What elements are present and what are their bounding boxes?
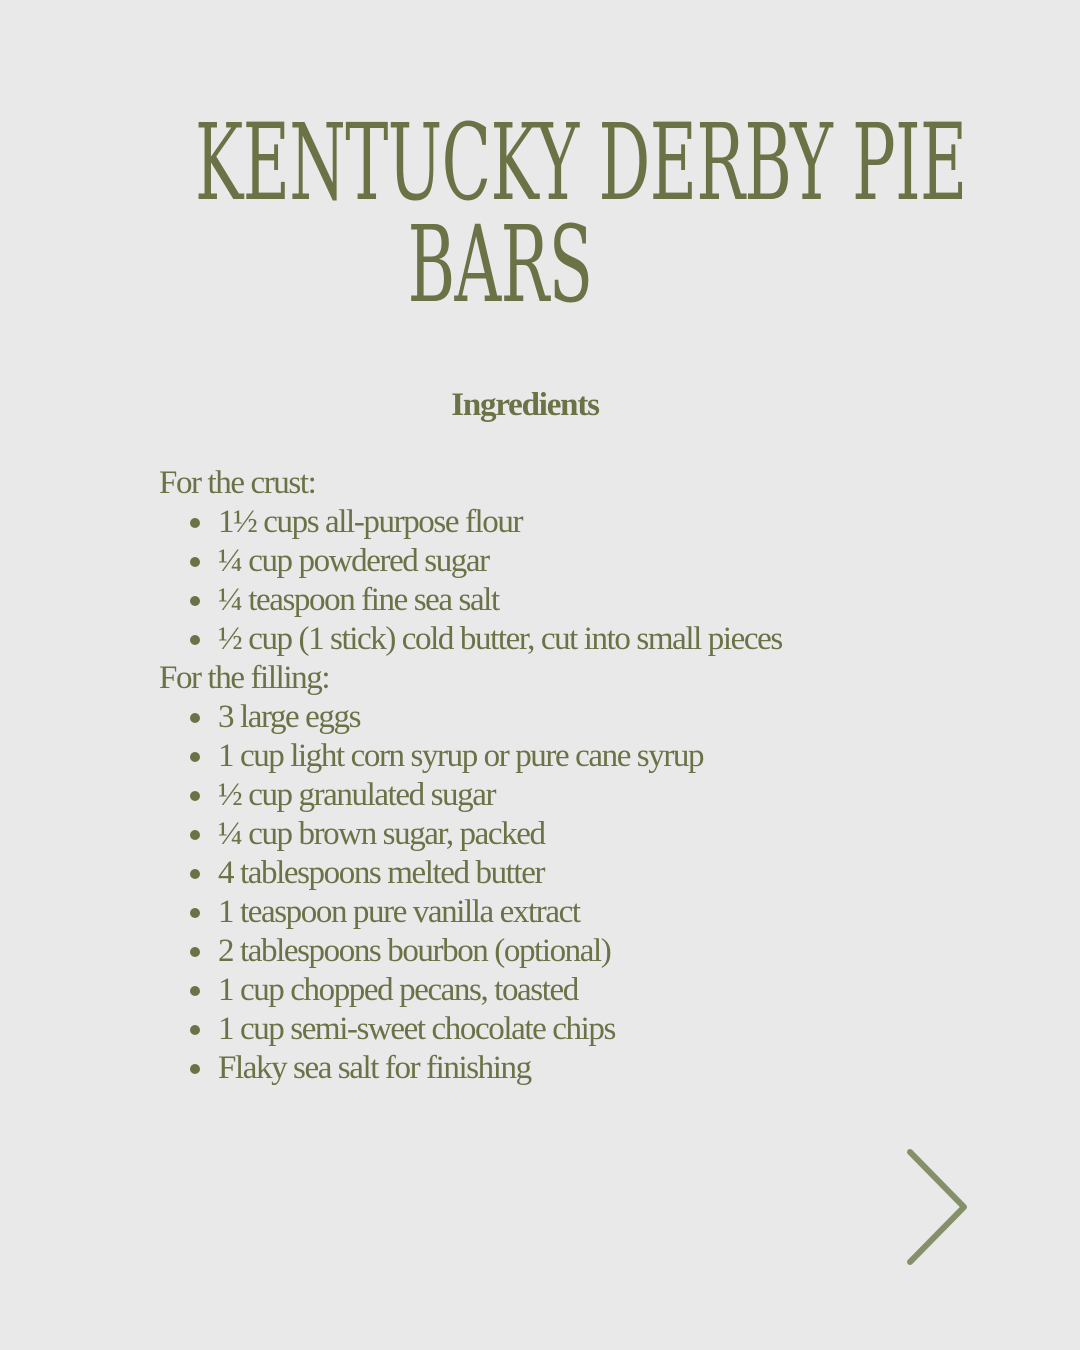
bullet-icon (190, 557, 200, 567)
bullet-icon (190, 1064, 200, 1074)
list-item (218, 932, 1019, 971)
list-item (218, 1049, 1019, 1088)
ingredient-text: 3 large eggs (218, 699, 361, 735)
ingredient-text: ½ cup granulated sugar (218, 777, 496, 813)
bullet-icon (190, 908, 200, 918)
chevron-right-icon[interactable] (898, 1142, 978, 1272)
ingredient-text: 1½ cups all-purpose flour (218, 504, 523, 540)
bullet-icon (190, 1025, 200, 1035)
ingredient-text: ½ cup (1 stick) cold butter, cut into small pieces (218, 621, 782, 657)
list-item (218, 620, 1019, 659)
list-item (218, 503, 1019, 542)
ingredient-text: 1 cup semi-sweet chocolate chips (218, 1011, 615, 1047)
list-item (218, 1010, 1019, 1049)
crust-group-label: For the crust: (159, 465, 316, 501)
ingredient-text: 1 teaspoon pure vanilla extract (218, 894, 580, 930)
filling-group-label: For the filling: (159, 660, 330, 696)
bullet-icon (190, 635, 200, 645)
bullet-icon (190, 986, 200, 996)
ingredient-text: ¼ teaspoon fine sea salt (218, 582, 499, 618)
bullet-icon (190, 713, 200, 723)
ingredient-text: 4 tablespoons melted butter (218, 855, 545, 891)
ingredient-text: ¼ cup brown sugar, packed (218, 816, 545, 852)
list-item (218, 854, 1019, 893)
list-item (218, 581, 1019, 620)
ingredients-list (159, 464, 1019, 1088)
bullet-icon (190, 596, 200, 606)
ingredients-heading: Ingredients (451, 387, 599, 423)
ingredient-text: 2 tablespoons bourbon (optional) (218, 933, 611, 969)
list-item (218, 815, 1019, 854)
list-item (218, 893, 1019, 932)
bullet-icon (190, 791, 200, 801)
crust-items (159, 503, 1019, 659)
bullet-icon (190, 518, 200, 528)
page-title-line-1: KENTUCKY DERBY PIE (195, 101, 967, 224)
bullet-icon (190, 830, 200, 840)
list-item (218, 971, 1019, 1010)
bullet-icon (190, 752, 200, 762)
list-item (218, 542, 1019, 581)
bullet-icon (190, 947, 200, 957)
filling-items (159, 698, 1019, 1088)
list-item (218, 737, 1019, 776)
list-item (218, 698, 1019, 737)
bullet-icon (190, 869, 200, 879)
ingredient-text: ¼ cup powdered sugar (218, 543, 489, 579)
page-title-line-2: BARS (407, 203, 593, 326)
ingredient-text: Flaky sea salt for finishing (218, 1050, 531, 1086)
ingredient-text: 1 cup light corn syrup or pure cane syrup (218, 738, 704, 774)
ingredient-text: 1 cup chopped pecans, toasted (218, 972, 578, 1008)
list-item (218, 776, 1019, 815)
